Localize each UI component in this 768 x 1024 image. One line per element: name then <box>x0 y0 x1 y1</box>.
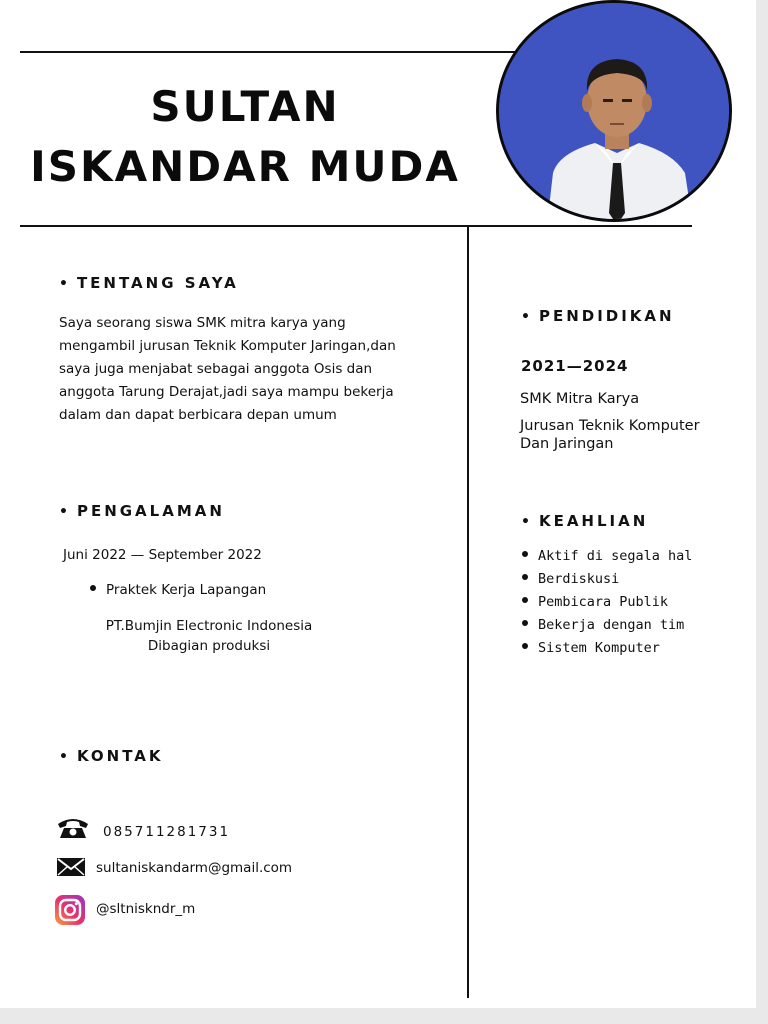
experience-role: Praktek Kerja Lapangan <box>90 579 266 602</box>
profile-photo <box>496 0 732 222</box>
bullet-icon <box>522 597 528 603</box>
skill-item: Bekerja dengan tim <box>522 614 692 637</box>
header-bottom-divider <box>20 225 692 227</box>
about-line: Saya seorang siswa SMK mitra karya yang <box>59 315 346 331</box>
about-line: dalam dan dapat berbicara depan umum <box>59 407 337 423</box>
experience-company: PT.Bumjin Electronic Indonesia <box>105 618 313 634</box>
person-portrait-icon <box>499 3 732 222</box>
bullet-icon <box>522 643 528 649</box>
education-years: 2021—2024 <box>521 357 629 375</box>
education-section-title: • PENDIDIKAN <box>521 307 675 325</box>
experience-division: Dibagian produksi <box>147 638 271 654</box>
skill-item: Sistem Komputer <box>522 637 692 660</box>
education-school: SMK Mitra Karya <box>520 391 640 407</box>
bullet-icon <box>90 585 96 591</box>
bullet-icon <box>522 551 528 557</box>
about-line: saya juga menjabat sebagai anggota Osis dan <box>59 361 373 377</box>
about-text <box>59 312 459 427</box>
bullet-icon <box>522 574 528 580</box>
contact-email[interactable]: sultaniskandarm@gmail.com <box>96 860 293 876</box>
name-last: ISKANDAR MUDA <box>30 142 460 191</box>
mail-icon <box>57 858 85 876</box>
skills-list <box>522 545 692 660</box>
contact-section-title: • KONTAK <box>59 747 164 765</box>
telephone-icon <box>56 816 90 840</box>
education-major-line2: Dan Jaringan <box>520 436 614 452</box>
education-major-line1: Jurusan Teknik Komputer <box>520 418 700 434</box>
name-first: SULTAN <box>150 82 340 131</box>
experience-section-title: • PENGALAMAN <box>59 502 225 520</box>
column-divider <box>467 226 469 998</box>
about-line: anggota Tarung Derajat,jadi saya mampu bekerja <box>59 384 394 400</box>
about-section-title: • TENTANG SAYA <box>59 274 239 292</box>
skill-item: Pembicara Publik <box>522 591 692 614</box>
about-line: mengambil jurusan Teknik Komputer Jaringan,dan <box>59 338 396 354</box>
contact-phone: 085711281731 <box>103 824 231 840</box>
contact-instagram[interactable]: @sltniskndr_m <box>96 901 196 917</box>
experience-period: Juni 2022 — September 2022 <box>63 547 262 563</box>
instagram-icon[interactable] <box>54 894 86 926</box>
top-divider <box>20 51 520 53</box>
skills-section-title: • KEAHLIAN <box>521 512 649 530</box>
skill-item: Berdiskusi <box>522 568 692 591</box>
bullet-icon <box>522 620 528 626</box>
skill-item: Aktif di segala hal <box>522 545 692 568</box>
